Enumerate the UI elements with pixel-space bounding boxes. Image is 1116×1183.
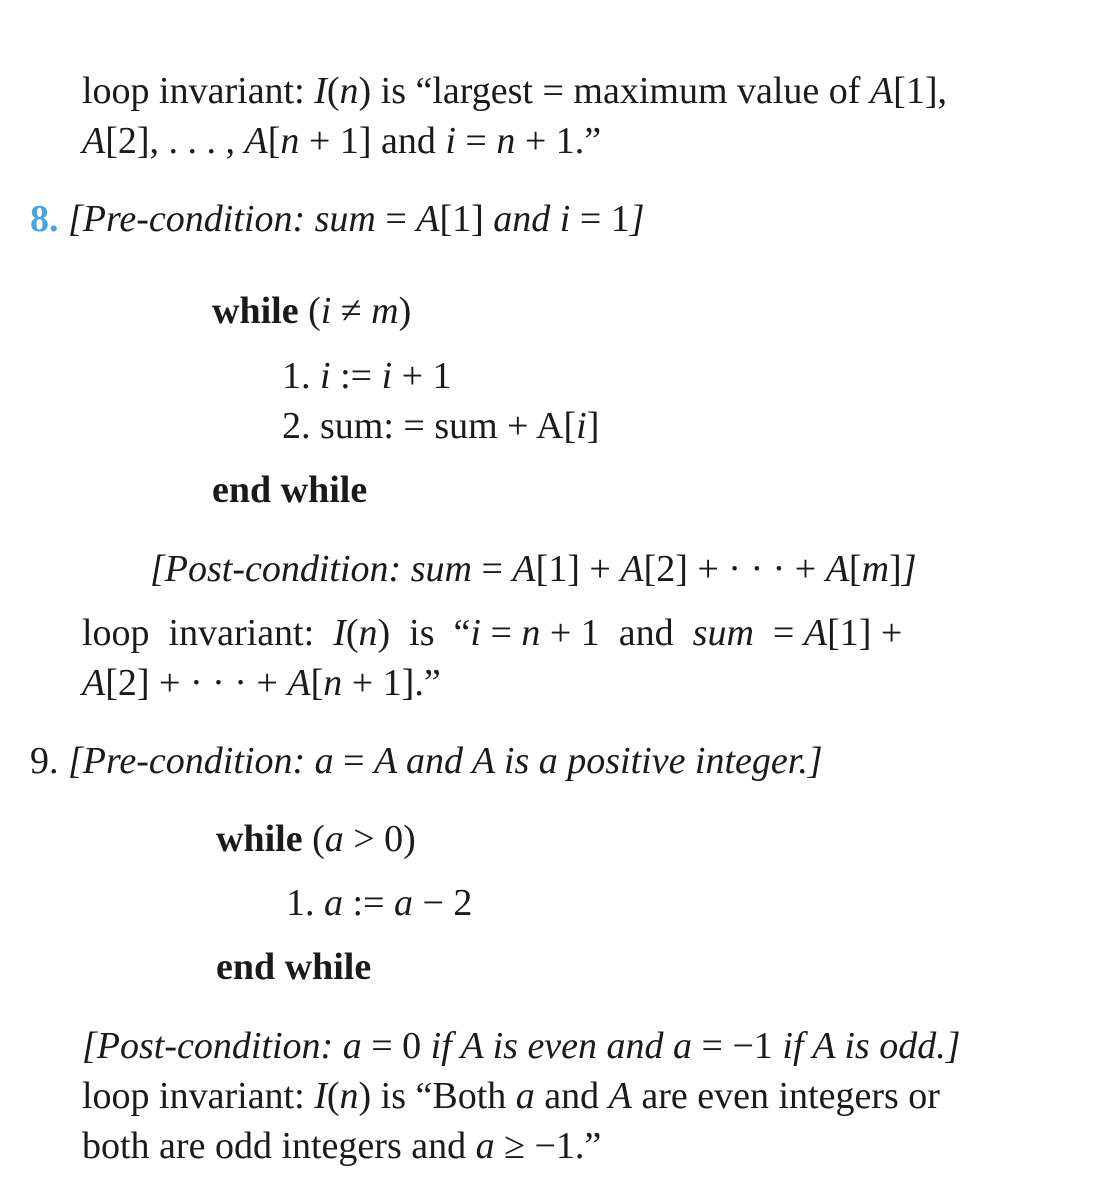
loop-step-1: 1. a := a − 2 (286, 882, 473, 924)
loop-step-1: 1. i := i + 1 (282, 355, 452, 397)
exercise-number: 9. (30, 740, 59, 782)
exercise-9-postcondition: [Post-condition: a = 0 if A is even and a = −1 if A is odd.] (82, 1025, 961, 1067)
end-while-keyword: end while (216, 946, 372, 988)
while-header: while (a > 0) (216, 818, 416, 860)
loop-invariant-line-2: A[2], . . . , A[n + 1] and i = n + 1.” (82, 120, 602, 162)
exercise-9-precondition: 9. [Pre-condition: a = A and A is a positive integer.] (30, 740, 823, 782)
while-header: while (i ≠ m) (212, 290, 412, 332)
exercise-8-postcondition: [Post-condition: sum = A[1] + A[2] + · · · + A[m]] (150, 548, 917, 590)
loop-step-2: 2. sum: = sum + A[i] (282, 405, 600, 447)
loop-invariant-line-1: loop invariant: I(n) is “largest = maximum value of A[1], (82, 70, 947, 112)
exercise-9-invariant-line-2: both are odd integers and a ≥ −1.” (82, 1125, 602, 1167)
exercise-number: 8. (30, 198, 59, 240)
exercise-8-precondition: 8. [Pre-condition: sum = A[1] and i = 1] (30, 198, 645, 240)
exercise-9-invariant-line-1: loop invariant: I(n) is “Both a and A are even integers or (82, 1075, 940, 1117)
exercise-8-invariant-line-2: A[2] + · · · + A[n + 1].” (82, 662, 441, 704)
while-keyword: while (216, 818, 303, 860)
while-keyword: while (212, 290, 299, 332)
end-while-keyword: end while (212, 469, 368, 511)
exercise-8-invariant-line-1: loop invariant: I(n) is “i = n + 1 and sum = A[1] + (82, 612, 903, 654)
